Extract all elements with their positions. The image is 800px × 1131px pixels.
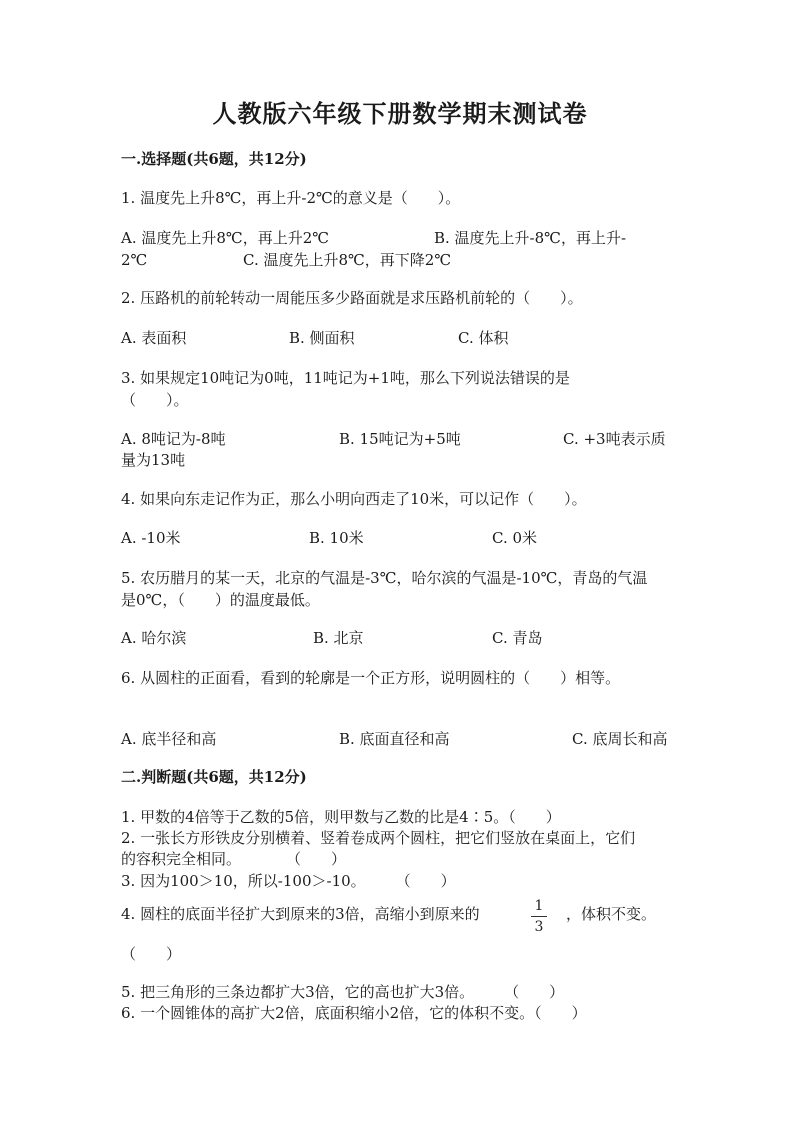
- q1-option-b-cont: 2℃: [121, 251, 148, 269]
- q5-option-b: B. 北京: [313, 629, 364, 647]
- fraction-denominator: 3: [534, 919, 544, 935]
- fraction-numerator: 1: [534, 898, 544, 914]
- q2-stem: 2. 压路机的前轮转动一周能压多少路面就是求压路机前轮的（ ）。: [121, 289, 583, 307]
- q5-stem: 5. 农历腊月的某一天，北京的气温是-3℃，哈尔滨的气温是-10℃，青岛的气温: [121, 569, 648, 587]
- q1-option-a: A. 温度先上升8℃，再上升2℃: [121, 229, 330, 247]
- judge-q1: 1. 甲数的4倍等于乙数的5倍，则甲数与乙数的比是4∶5。（ ）: [121, 808, 561, 826]
- q2-option-c: C. 体积: [458, 329, 509, 347]
- judge-q6: 6. 一个圆锥体的高扩大2倍，底面积缩小2倍，它的体积不变。（ ）: [121, 1004, 587, 1022]
- q1-option-b: B. 温度先上升-8℃，再上升-: [434, 229, 627, 247]
- q4-option-b: B. 10米: [309, 529, 364, 547]
- q3-option-a: A. 8吨记为-8吨: [121, 430, 226, 448]
- q4-option-c: C. 0米: [492, 529, 538, 547]
- q2-option-a: A. 表面积: [121, 329, 187, 347]
- q5-option-a: A. 哈尔滨: [121, 629, 187, 647]
- fraction-one-third: [531, 898, 547, 935]
- judge-q4-paren: （ ）: [121, 945, 182, 963]
- q4-stem: 4. 如果向东走记作为正，那么小明向西走了10米，可以记作（ ）。: [121, 490, 587, 508]
- q3-option-b: B. 15吨记为+5吨: [339, 430, 461, 448]
- q3-stem: 3. 如果规定10吨记为0吨，11吨记为+1吨，那么下列说法错误的是: [121, 369, 570, 387]
- section-header-judge: 二.判断题(共6题，共12分): [121, 768, 307, 786]
- q4-option-a: A. -10米: [121, 529, 181, 547]
- q3-option-c: C. +3吨表示质: [563, 430, 666, 448]
- q1-stem: 1. 温度先上升8℃，再上升-2℃的意义是（ ）。: [121, 189, 461, 207]
- q1-option-c: C. 温度先上升8℃，再下降2℃: [243, 251, 452, 269]
- judge-q4-post: ，体积不变。: [566, 905, 657, 923]
- judge-q5: 5. 把三角形的三条边都扩大3倍，它的高也扩大3倍。 （ ）: [121, 983, 565, 1001]
- judge-q3: 3. 因为100＞10，所以-100＞-10。 （ ）: [121, 872, 456, 890]
- judge-q2: 2. 一张长方形铁皮分别横着、竖着卷成两个圆柱，把它们竖放在桌面上，它们: [121, 829, 636, 847]
- q5-option-c: C. 青岛: [492, 629, 543, 647]
- q3-option-c-cont: 量为13吨: [121, 451, 186, 469]
- q6-stem: 6. 从圆柱的正面看，看到的轮廓是一个正方形，说明圆柱的（ ）相等。: [121, 669, 621, 687]
- page-title: 人教版六年级下册数学期末测试卷: [212, 99, 588, 128]
- fraction-bar: [531, 916, 547, 917]
- q6-option-b: B. 底面直径和高: [339, 730, 450, 748]
- section-header-choice: 一.选择题(共6题，共12分): [121, 150, 307, 168]
- q5-stem-cont: 是0℃，（ ）的温度最低。: [121, 591, 320, 609]
- judge-q2-cont: 的容积完全相同。 （ ）: [121, 850, 347, 868]
- q2-option-b: B. 侧面积: [289, 329, 355, 347]
- q6-option-a: A. 底半径和高: [121, 730, 217, 748]
- q6-option-c: C. 底周长和高: [572, 730, 668, 748]
- q3-stem-cont: （ ）。: [121, 391, 189, 409]
- judge-q4-pre: 4. 圆柱的底面半径扩大到原来的3倍，高缩小到原来的: [121, 905, 480, 923]
